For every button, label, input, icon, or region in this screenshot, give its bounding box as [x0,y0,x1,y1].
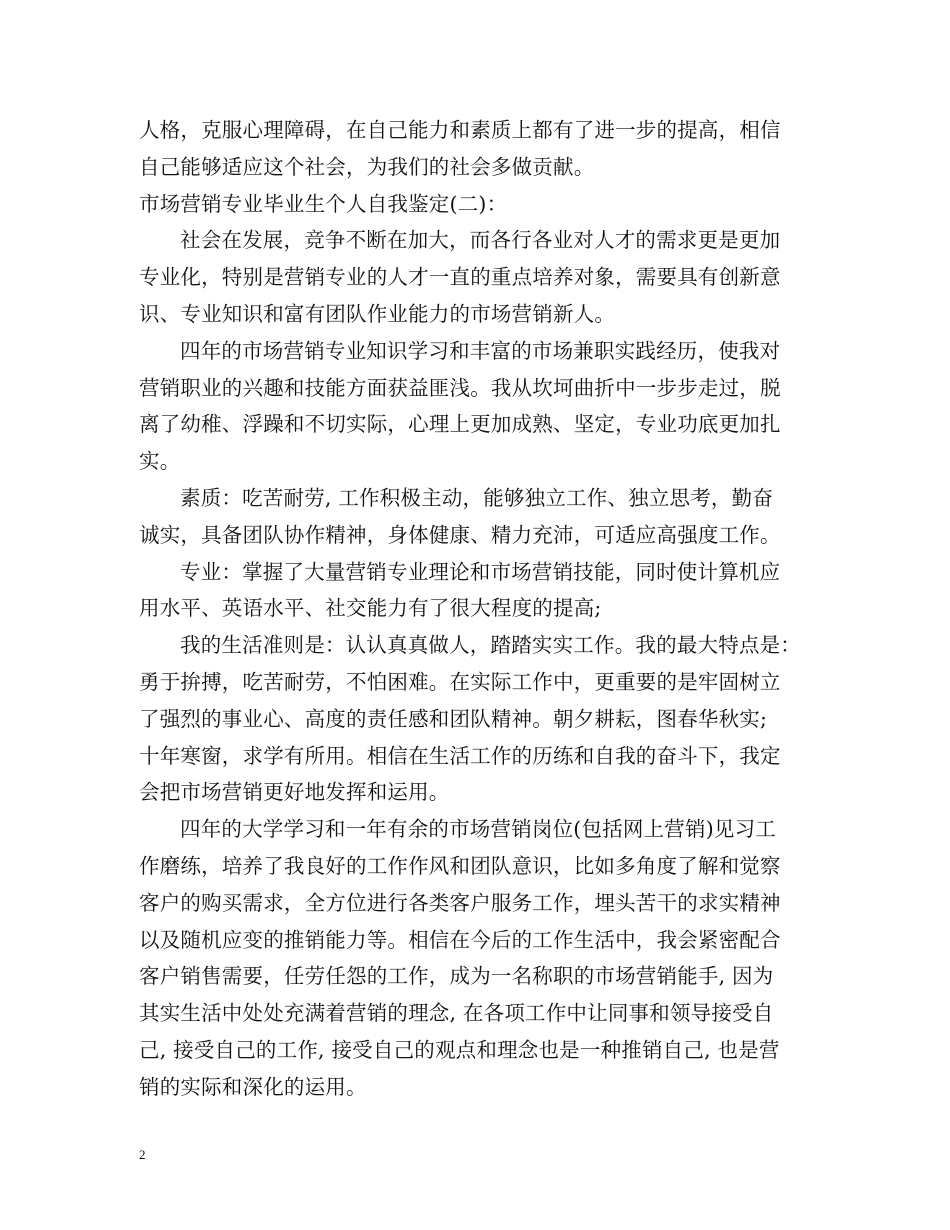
paragraph-society [139,222,819,332]
text-line: 四年的市场营销专业知识学习和丰富的市场兼职实践经历，使我对 [180,338,781,363]
text-line: 专业：掌握了大量营销专业理论和市场营销技能，同时使计算机应 [180,559,781,584]
text-line: 社会在发展，竞争不断在加大，而各行各业对人才的需求更是更加 [180,228,781,253]
text-line: 了强烈的事业心、高度的责任感和团队精神。朝夕耕耘，图春华秋实; [139,706,768,731]
text-line: 客户销售需要，任劳任怨的工作，成为一名称职的市场营销能手, 因为 [139,964,774,989]
paragraph-four-years [139,333,819,480]
text-line: 己, 接受自己的工作, 接受自己的观点和理念也是一种推销自己, 也是营 [139,1037,780,1062]
text-line: 四年的大学学习和一年有余的市场营销岗位(包括网上营销)见习工 [180,817,776,842]
text-line: 会把市场营销更好地发挥和运用。 [139,780,450,805]
text-line: 市场营销专业毕业生个人自我鉴定(二)： [139,191,508,216]
text-line: 专业化，特别是营销专业的人才一直的重点培养对象，需要具有创新意 [139,265,781,290]
text-line: 我的生活准则是：认认真真做人，踏踏实实工作。我的最大特点是： [180,633,801,658]
document-body [139,112,819,1106]
text-line: 识、专业知识和富有团队作业能力的市场营销新人。 [139,301,616,326]
text-line: 用水平、英语水平、社交能力有了很大程度的提高; [139,596,602,621]
paragraph-university-study [139,811,819,1105]
paragraph-life-principle [139,627,819,811]
text-line: 客户的购买需求，全方位进行各类客户服务工作，埋头苦干的求实精神 [139,890,781,915]
paragraph-quality [139,480,819,554]
text-line: 十年寒窗，求学有所用。相信在生活工作的历练和自我的奋斗下，我定 [139,743,781,768]
text-line: 素质：吃苦耐劳, 工作积极主动，能够独立工作、独立思考，勤奋 [180,485,774,510]
text-line: 人格，克服心理障碍，在自己能力和素质上都有了进一步的提高，相信 [139,118,781,142]
text-line: 销的实际和深化的运用。 [139,1074,367,1099]
text-line: 诚实，具备团队协作精神，身体健康、精力充沛，可适应高强度工作。 [139,522,781,547]
paragraph-continuation [139,112,819,186]
text-line: 作磨练，培养了我良好的工作作风和团队意识，比如多角度了解和觉察 [139,853,781,878]
text-line: 勇于拚搏，吃苦耐劳，不怕困难。在实际工作中，更重要的是牢固树立 [139,669,781,694]
text-line: 离了幼稚、浮躁和不切实际，心理上更加成熟、坚定，专业功底更加扎 [139,412,781,437]
section-heading [139,186,819,223]
text-line: 实。 [139,449,181,474]
text-line: 营销职业的兴趣和技能方面获益匪浅。我从坎坷曲折中一步步走过，脱 [139,375,781,400]
text-line: 自己能够适应这个社会，为我们的社会多做贡献。 [139,154,595,179]
text-line: 以及随机应变的推销能力等。相信在今后的工作生活中，我会紧密配合 [139,927,781,952]
text-line: 其实生活中处处充满着营销的理念, 在各项工作中让同事和领导接受自 [139,1001,774,1026]
paragraph-professional [139,554,819,628]
page-number: 2 [139,1147,146,1162]
